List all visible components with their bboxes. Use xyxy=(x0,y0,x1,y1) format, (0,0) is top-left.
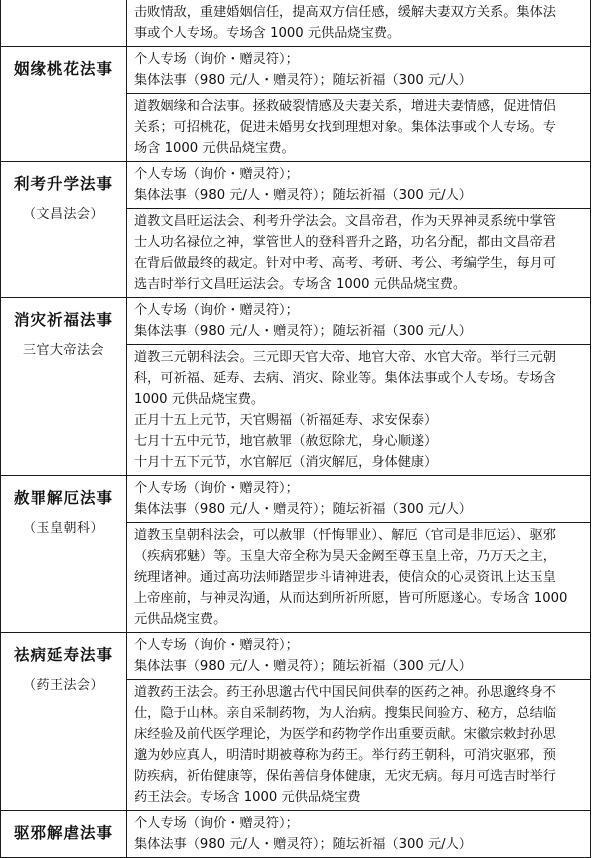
service-title: 祛病延寿法事 xyxy=(13,646,113,664)
pricing-cell xyxy=(127,162,590,208)
service-row xyxy=(0,298,591,476)
service-detail-cells xyxy=(127,47,590,161)
service-name-cell xyxy=(1,0,127,46)
description-line: 正月十五上元节，天官赐福（祈福延寿、求安保泰） xyxy=(134,413,438,428)
description-line: 道教文昌旺运法会、利考升学法会。文昌帝君，作为天界神灵系统中掌管 xyxy=(134,214,556,229)
description-cell xyxy=(127,679,590,810)
pricing-line: 集体法事（980 元/人・赠灵符）；随坛祈福（300 元/人） xyxy=(134,837,472,852)
description-line: 击败情敌，重建婚姻信任，提高双方信任感，缓解夫妻双方关系。集体法 xyxy=(134,5,556,20)
description-line: 关系；可招桃花，促进未婚男女找到理想对象。集体法事或个人专场。专 xyxy=(134,120,556,135)
description-line: 道教药王法会。药王孙思邈古代中国民间供奉的医药之神。孙思邈终身不 xyxy=(134,685,556,700)
description-line: 防疾病，祈佑健康等，保佑善信身体健康，无灾无病。每月可选吉时举行 xyxy=(134,769,556,784)
description-cell xyxy=(127,0,590,46)
description-line: 床经验及前代医学理论，为医学和药物学作出重要贡献。宋徽宗敕封孙思 xyxy=(134,727,556,742)
pricing-line: 个人专场（询价・赠灵符）； xyxy=(134,52,299,67)
pricing-line: 集体法事（980 元/人・赠灵符）；随坛祈福（300 元/人） xyxy=(134,502,472,517)
description-cell xyxy=(127,93,590,161)
description-line: 在背后做最终的裁定。针对中考、高考、考研、考公、考编学生，每月可 xyxy=(134,256,556,271)
service-detail-cells xyxy=(127,162,590,297)
service-row xyxy=(0,47,591,162)
service-subtitle: 三官大帝法会 xyxy=(22,343,104,358)
pricing-line: 集体法事（980 元/人・赠灵符）；随坛祈福（300 元/人） xyxy=(134,188,472,203)
service-title: 赦罪解厄法事 xyxy=(13,489,113,507)
pricing-cell xyxy=(127,298,590,344)
service-subtitle: （文昌法会） xyxy=(22,207,104,222)
description-line: 上帝座前，与神灵沟通，从而达到所祈所愿，皆可所愿遂心。专场含 1000 xyxy=(134,591,568,606)
pricing-line: 集体法事（980 元/人・赠灵符）；随坛祈福（300 元/人） xyxy=(134,659,472,674)
description-line: 仕，隐于山林。亲自采制药物，为人治病。搜集民间验方、秘方，总结临 xyxy=(134,706,556,721)
description-line: 邈为妙应真人，明清时期被尊称为药王。举行药王朝科，可消灾驱邪，预 xyxy=(134,748,556,763)
description-line: 道教姻缘和合法事。拯救破裂情感及夫妻关系，增进夫妻情感，促进情侣 xyxy=(134,99,556,114)
description-line: 七月十五中元节，地官赦罪（赦愆除尤，身心顺遂） xyxy=(134,434,438,449)
description-line: 1000 元供品烧宝费。 xyxy=(134,392,265,407)
description-line: 道教三元朝科法会。三元即天官大帝、地官大帝、水官大帝。举行三元朝 xyxy=(134,350,556,365)
pricing-cell xyxy=(127,633,590,679)
pricing-line: 集体法事（980 元/人・赠灵符）；随坛祈福（300 元/人） xyxy=(134,73,472,88)
description-line: 道教玉皇朝科法会，可以赦罪（忏悔罪业）、解厄（官司是非厄运）、驱邪 xyxy=(134,528,556,543)
description-line: 十月十五下元节，水官解厄（消灾解厄，身体健康） xyxy=(134,455,438,470)
description-cell xyxy=(127,522,590,632)
pricing-cell xyxy=(127,47,590,93)
service-detail-cells xyxy=(127,633,590,810)
service-detail-cells xyxy=(127,811,590,857)
service-name-cell xyxy=(1,47,127,161)
service-title: 消灾祈福法事 xyxy=(13,311,113,329)
description-line: 士人功名禄位之神，掌管世人的登科晋升之路，功名分配，都由文昌帝君 xyxy=(134,235,556,250)
description-line: 科，可祈福、延寿、去病、消灾、除业等。集体法事或个人专场。专场含 xyxy=(134,371,556,386)
service-name-cell xyxy=(1,476,127,632)
service-title: 利考升学法事 xyxy=(13,175,113,193)
service-name-cell xyxy=(1,633,127,810)
description-line: 元供品烧宝费。 xyxy=(134,612,227,627)
pricing-line: 集体法事（980 元/人・赠灵符）；随坛祈福（300 元/人） xyxy=(134,324,472,339)
description-line: 事或个人专场。专场含 1000 元供品烧宝费。 xyxy=(134,26,401,41)
service-row xyxy=(0,162,591,298)
pricing-cell xyxy=(127,811,590,857)
service-row xyxy=(0,633,591,811)
pricing-line: 个人专场（询价・赠灵符）； xyxy=(134,481,299,496)
service-row xyxy=(0,476,591,633)
pricing-line: 个人专场（询价・赠灵符）； xyxy=(134,303,299,318)
description-line: 药王法会。专场含 1000 元供品烧宝费 xyxy=(134,790,361,805)
pricing-cell xyxy=(127,476,590,522)
description-cell xyxy=(127,208,590,297)
service-title: 驱邪解虐法事 xyxy=(13,824,113,842)
service-title: 姻缘桃花法事 xyxy=(13,60,113,78)
service-detail-cells xyxy=(127,298,590,475)
service-subtitle: （药王法会） xyxy=(22,678,104,693)
service-detail-cells xyxy=(127,0,590,46)
service-name-cell xyxy=(1,811,127,857)
description-line: 统理诸神。通过高功法师踏罡步斗请神进表，使信众的心灵资讯上达玉皇 xyxy=(134,570,556,585)
service-subtitle: （玉皇朝科） xyxy=(22,521,104,536)
service-detail-cells xyxy=(127,476,590,632)
description-cell xyxy=(127,344,590,475)
service-row xyxy=(0,0,591,47)
service-name-cell xyxy=(1,298,127,475)
service-row xyxy=(0,811,591,858)
pricing-line: 个人专场（询价・赠灵符）； xyxy=(134,167,299,182)
description-line: 场含 1000 元供品烧宝费。 xyxy=(134,141,295,156)
description-line: 选吉时举行文昌旺运法会。专场含 1000 元供品烧宝费。 xyxy=(134,277,467,292)
service-name-cell xyxy=(1,162,127,297)
pricing-line: 个人专场（询价・赠灵符）； xyxy=(134,638,299,653)
pricing-line: 个人专场（询价・赠灵符）； xyxy=(134,816,299,831)
description-line: （疾病邪魅）等。玉皇大帝全称为昊天金阙至尊玉皇上帝，乃万天之主， xyxy=(134,549,556,564)
